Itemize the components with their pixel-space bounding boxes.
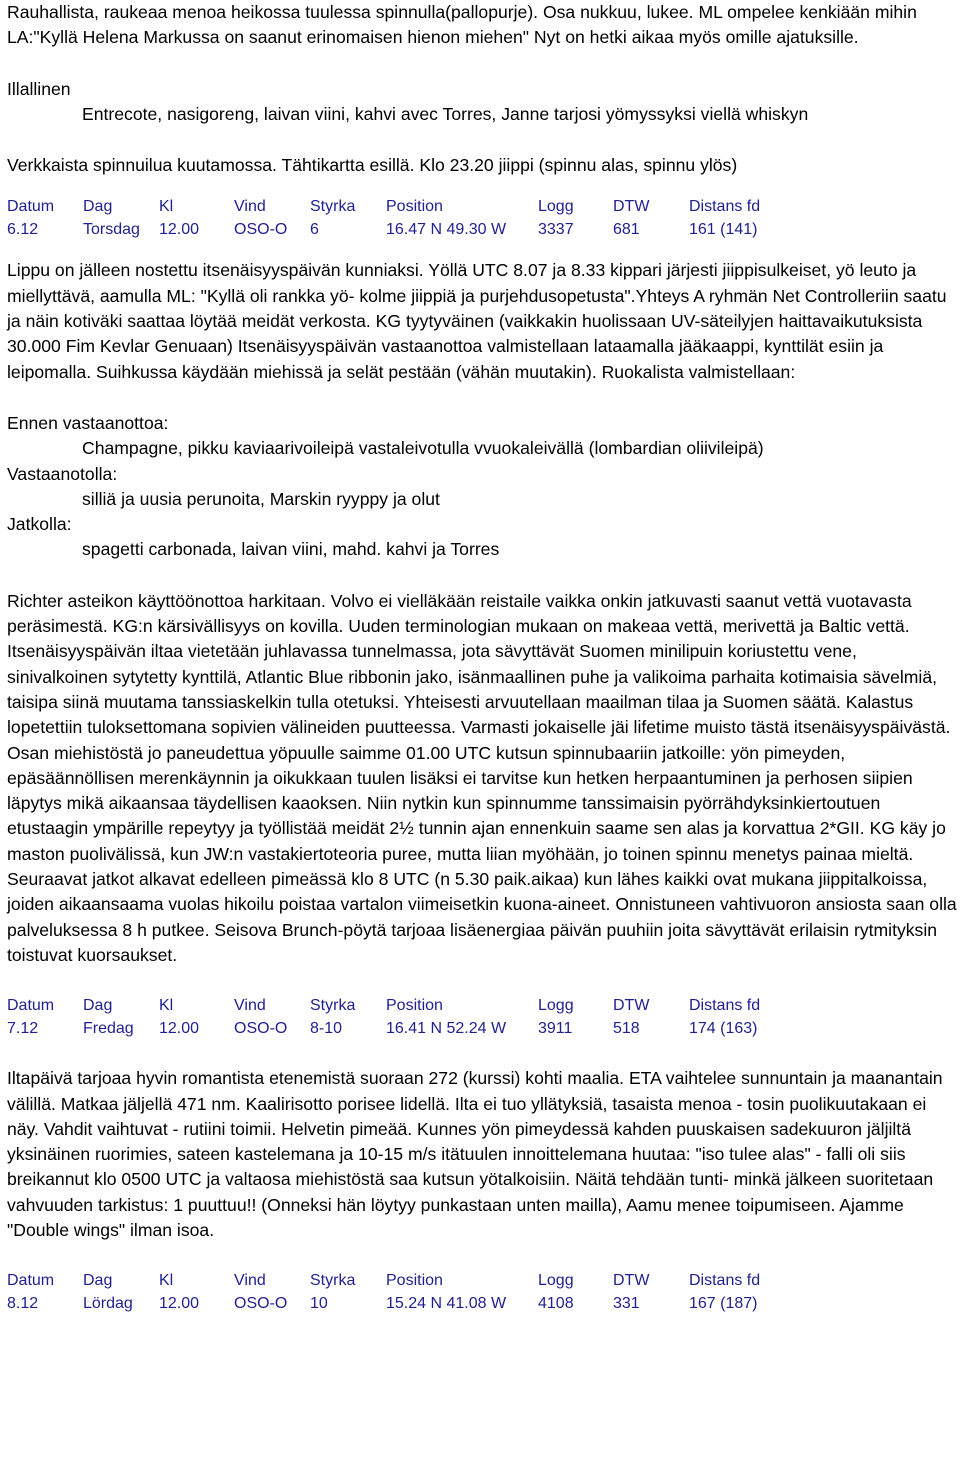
header-styrka: Styrka [310, 1272, 356, 1290]
cell-vind: OSO-O [234, 1295, 288, 1313]
log-header-row [7, 994, 957, 1017]
cell-dag: Torsdag [83, 221, 140, 239]
log-table-3 [7, 1269, 957, 1315]
dinner-text: Entrecote, nasigoreng, laivan viini, kahvi avec Torres, Janne tarjosi yömyssyksi viellä whiskyn [82, 103, 809, 124]
menu-label: Jatkolla: [7, 514, 72, 535]
log-row [7, 1017, 957, 1040]
cell-dag: Lördag [83, 1295, 133, 1313]
log-header-row [7, 1269, 957, 1292]
cell-kl: 12.00 [159, 1295, 200, 1313]
cell-vind: OSO-O [234, 221, 288, 239]
menu-list [7, 411, 957, 563]
cell-styrka: 8-10 [310, 1020, 343, 1038]
header-position: Position [386, 198, 443, 216]
log-header-row [7, 195, 957, 218]
cell-vind: OSO-O [234, 1020, 288, 1038]
header-kl: Kl [159, 198, 174, 216]
header-position: Position [386, 1272, 443, 1290]
cell-datum: 8.12 [7, 1295, 39, 1313]
cell-distans: 161 (141) [689, 221, 758, 239]
menu-label: Vastaanotolla: [7, 463, 118, 484]
header-datum: Datum [7, 198, 55, 216]
document-page [7, 0, 957, 1315]
cell-dag: Fredag [83, 1020, 134, 1038]
dinner-heading: Illallinen [7, 78, 71, 99]
header-dag: Dag [83, 198, 113, 216]
cell-logg: 3337 [538, 221, 574, 239]
header-logg: Logg [538, 198, 574, 216]
afternoon-paragraph: Iltapäivä tarjoaa hyvin romantista etenemistä suoraan 272 (kurssi) kohti maalia. ETA vaihtelee sunnuntain ja maanantain välillä. Matkaa jäljellä 471 nm. Kaalirisotto porisee lidellä. Ilta ei tuo yllätyksiä, tasaista menoa - tosin puolikuutakaan ei näy. Vahdit vaihtuvat - rutiini toimii. Helvetin pimeää. Kunnes yön pimeydessä kahden puuskaisen sadekuuron jäljiltä yksinäinen ruorimies, sateen kastelemana ja 10-15 m/s itätuulen innoittelemana huutaa: "iso tulee alas" - falli oli siis breikannut klo 0500 UTC ja valtaosa miehistöstä saa kutsun yötalkoisiin. Näitä tehdään tunti- minkä jälkeen suoritetaan vahvuuden tarkistus: 1 puuttuu!! (Onneksi hän löytyy punkastaan unten mailla), Aamu menee toipumiseen. Ajamme "Double wings" ilman isoa. [7, 1068, 943, 1240]
menu-label: Ennen vastaanottoa: [7, 412, 169, 433]
header-dag: Dag [83, 1272, 113, 1290]
cell-kl: 12.00 [159, 221, 200, 239]
header-logg: Logg [538, 1272, 574, 1290]
cell-position: 16.41 N 52.24 W [386, 1020, 507, 1038]
menu-item: silliä ja uusia perunoita, Marskin ryyppy ja olut [82, 488, 440, 509]
cell-datum: 7.12 [7, 1020, 39, 1038]
long-paragraph: Richter asteikon käyttöönottoa harkitaan. Volvo ei vielläkään reistaile vaikka onkin jatkuvasti saanut vettä vuotavasta peräsimestä. KG:n kärsivällisyys on kovilla. Uuden terminologian mukaan on makeaa vettä, merivettä ja Baltic vettä. Itsenäisyyspäivän iltaa vietetään juhlavassa tunnelmassa, jota sävyttävät Suomen minilipuin koriustettu vene, sinivalkoinen sytytetty kynttilä, Atlantic Blue ribbonin jako, isänmaallinen puhe ja valikoima parhaita kotimaisia sävelmiä, taisipa siinä muutama tanssiaskelkin tulla otetuksi. Yhteisesti arvuutellaan maailman tilaa ja Suomen säätä. Kalastus lopetettiin tuloksettomana sopivien välineiden puutteessa. Varmasti jokaiselle jäi lifetime muisto tästä itsenäisyyspäivästä. Osan miehistöstä jo paneudettua yöpuulle saimme 01.00 UTC kutsun spinnubaariin jatkoille: yön pimeyden, epäsäännöllisen merenkäynnin ja oikukkaan tuulen lisäksi ei tarvitse kun hetken herpaantuminen ja perhosen siipien läpytys mikä aikaansaa täydellisen kaaoksen. Niin nytkin kun spinnumme tanssimaisin pyörrähdyksinkiertoutuen etustaagin ympärille repeytyy ja työllistää meidät 2½ tunnin ajan ennenkuin saame sen alas ja korvattua 2*GII. KG käy jo maston puolivälissä, kun JW:n vastakiertoteoria puree, mutta liian myöhään, jo toinen spinnu menetys painaa mieltä. Seuraavat jatkot alkavat edelleen pimeässä klo 8 UTC (n 5.30 paik.aikaa) kun lähes kaikki ovat mukana jiippitalkoissa, joiden aikaansaama vuolas hikoilu poistaa vartalon viimeisetkin kuona-aineet. Onnistuneen vahtivuoron ansiosta saan olla palveluksessa 8 h putkee. Seisova Brunch-pöytä tarjoaa lisäenergiaa päivän puuhiin joita sävyttävät erilaisin rytmityksin toistuvat kuorsaukset. [7, 590, 957, 965]
header-distans: Distans fd [689, 1272, 761, 1290]
header-vind: Vind [234, 1272, 266, 1290]
header-position: Position [386, 997, 443, 1015]
intro-paragraph: Rauhallista, raukeaa menoa heikossa tuulessa spinnulla(pallopurje). Osa nukkuu, lukee. ML ompelee kenkiään mihin LA:"Kyllä Helena Markussa on saanut erinomaisen hienon miehen" Nyt on hetki aikaa myös omille ajatuksille. [7, 2, 917, 48]
independence-paragraph: Lippu on jälleen nostettu itsenäisyyspäivän kunniaksi. Yöllä UTC 8.07 ja 8.33 kippari järjesti jiippisulkeiset, yö leuto ja miellyttävä, aamulla ML: "Kyllä oli rankka yö- kolme jiippiä ja purjehdusopetusta".Yhteys A ryhmän Net Controlleriin saatu ja näin kotiväki saattaa löytää meidät verkosta. KG tyytyväinen (vaikkakin huolissaan UV-säteilyjen haittavaikutuksista 30.000 Fim Kevlar Genuaan) Itsenäisyyspäivän vastaanottoa valmistellaan lataamalla jääkaappi, kynttilät esiin ja leipomalla. Suihkussa käydään miehissä ja selät pestään (vähän muutakin). Ruokalista valmistellaan: [7, 260, 947, 382]
header-dtw: DTW [613, 198, 650, 216]
cell-logg: 4108 [538, 1295, 574, 1313]
log-table-2 [7, 994, 957, 1040]
cell-dtw: 518 [613, 1020, 640, 1038]
header-datum: Datum [7, 997, 55, 1015]
header-styrka: Styrka [310, 198, 356, 216]
cell-dtw: 331 [613, 1295, 640, 1313]
cell-distans: 174 (163) [689, 1020, 758, 1038]
header-dtw: DTW [613, 997, 650, 1015]
header-logg: Logg [538, 997, 574, 1015]
cell-position: 16.47 N 49.30 W [386, 221, 507, 239]
evening-text: Verkkaista spinnuilua kuutamossa. Tähtikartta esillä. Klo 23.20 jiippi (spinnu alas, spinnu ylös) [7, 155, 738, 176]
cell-kl: 12.00 [159, 1020, 200, 1038]
cell-position: 15.24 N 41.08 W [386, 1295, 507, 1313]
header-datum: Datum [7, 1272, 55, 1290]
header-distans: Distans fd [689, 198, 761, 216]
cell-logg: 3911 [538, 1020, 573, 1038]
cell-styrka: 6 [310, 221, 319, 239]
header-vind: Vind [234, 997, 266, 1015]
header-styrka: Styrka [310, 997, 356, 1015]
log-row [7, 1292, 957, 1315]
header-dag: Dag [83, 997, 113, 1015]
menu-item: spagetti carbonada, laivan viini, mahd. kahvi ja Torres [82, 539, 500, 560]
log-table-1 [7, 195, 957, 241]
header-vind: Vind [234, 198, 266, 216]
log-row [7, 218, 957, 241]
header-distans: Distans fd [689, 997, 761, 1015]
header-kl: Kl [159, 1272, 174, 1290]
cell-styrka: 10 [310, 1295, 328, 1313]
cell-datum: 6.12 [7, 221, 39, 239]
header-dtw: DTW [613, 1272, 650, 1290]
cell-distans: 167 (187) [689, 1295, 758, 1313]
header-kl: Kl [159, 997, 174, 1015]
cell-dtw: 681 [613, 221, 640, 239]
menu-item: Champagne, pikku kaviaarivoileipä vastaleivotulla vvuokaleivällä (lombardian oliivileipä) [82, 438, 764, 459]
